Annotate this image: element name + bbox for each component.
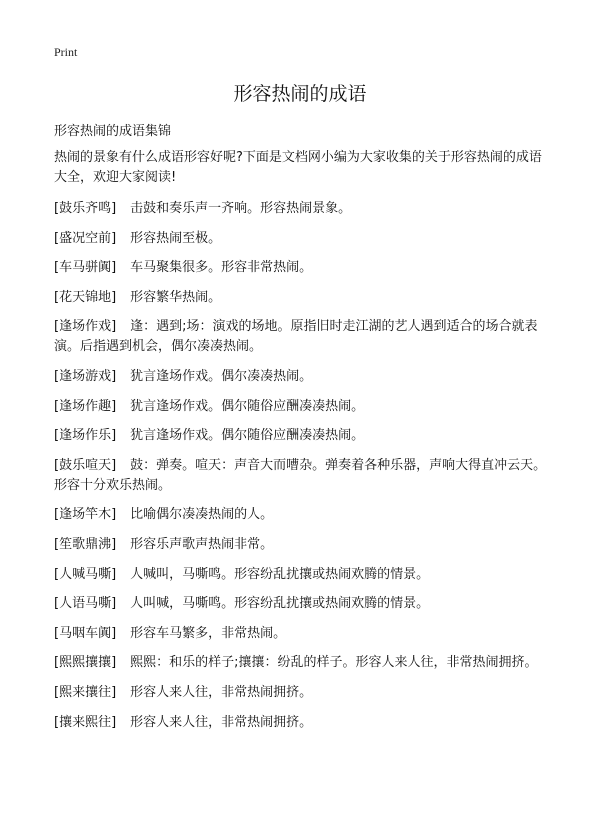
- idiom-entry: [54, 426, 554, 446]
- idiom-term: [车马骈阗]: [54, 260, 117, 276]
- idiom-term: [盛况空前]: [54, 230, 117, 246]
- idiom-definition: 逢：遇到;场：演戏的场地。原指旧时走江湖的艺人遇到适合的场合就表演。后指遇到机会，偶尔凑凑热闹。: [54, 319, 538, 355]
- idiom-entry: [54, 367, 554, 387]
- idiom-definition: 犹言逢场作戏。偶尔随俗应酬凑凑热闹。: [130, 428, 365, 444]
- idiom-entry: [54, 594, 554, 614]
- idiom-entry: [54, 653, 554, 673]
- idiom-term: [人喊马嘶]: [54, 566, 117, 582]
- idiom-definition: 犹言逢场作戏。偶尔凑凑热闹。: [130, 368, 313, 384]
- idiom-term: [逢场作戏]: [54, 319, 117, 335]
- idiom-term: [熙熙攘攘]: [54, 655, 117, 671]
- subtitle: 形容热闹的成语集锦: [54, 124, 172, 139]
- idiom-definition: 形容繁华热闹。: [130, 289, 222, 305]
- idiom-entry: [54, 505, 554, 525]
- idiom-entry: [54, 317, 554, 357]
- idiom-entry: [54, 713, 554, 733]
- idiom-definition: 车马聚集很多。形容非常热闹。: [130, 260, 313, 276]
- idiom-entry: [54, 683, 554, 703]
- idiom-term: [逢场作乐]: [54, 428, 117, 444]
- idiom-term: [笙歌鼎沸]: [54, 536, 117, 552]
- idiom-definition: 比喻偶尔凑凑热闹的人。: [130, 507, 274, 523]
- idiom-definition: 形容人来人往，非常热闹拥挤。: [130, 714, 313, 730]
- idiom-definition: 击鼓和奏乐声一齐响。形容热闹景象。: [130, 201, 352, 216]
- print-link[interactable]: Print: [54, 45, 78, 59]
- idiom-term: [马咽车阗]: [54, 625, 117, 641]
- idiom-entry: [54, 565, 554, 585]
- page-title: 形容热闹的成语: [233, 83, 367, 105]
- idiom-definition: 熙熙：和乐的样子;攘攘：纷乱的样子。形容人来人往，非常热闹拥挤。: [130, 655, 538, 671]
- idiom-definition: 鼓：弹奏。喧天：声音大而嘈杂。弹奏着各种乐器，声响大得直冲云天。形容十分欢乐热闹。: [54, 457, 547, 493]
- idiom-entry: [54, 624, 554, 644]
- idiom-definition: 人叫喊，马嘶鸣。形容纷乱扰攘或热闹欢腾的情景。: [130, 596, 430, 612]
- idiom-term: [逢场竿木]: [54, 507, 117, 523]
- idiom-definition: 人喊叫，马嘶鸣。形容纷乱扰攘或热闹欢腾的情景。: [130, 566, 430, 582]
- idiom-entry: [54, 258, 554, 278]
- idiom-entry: [54, 229, 554, 249]
- idiom-term: [攘来熙往]: [54, 714, 117, 730]
- idiom-list: [54, 199, 554, 742]
- idiom-definition: 形容人来人往，非常热闹拥挤。: [130, 684, 313, 700]
- idiom-entry: [54, 456, 554, 496]
- idiom-entry: [54, 397, 554, 417]
- idiom-term: [逢场游戏]: [54, 368, 117, 384]
- idiom-definition: 形容乐声歌声热闹非常。: [130, 536, 274, 552]
- idiom-entry: [54, 535, 554, 555]
- idiom-entry: [54, 199, 554, 219]
- idiom-term: [花天锦地]: [54, 289, 117, 305]
- idiom-entry: [54, 288, 554, 308]
- idiom-term: [鼓乐齐鸣]: [54, 201, 117, 216]
- idiom-term: [鼓乐喧天]: [54, 457, 117, 473]
- idiom-definition: 形容热闹至极。: [130, 230, 222, 246]
- idiom-term: [人语马嘶]: [54, 596, 117, 612]
- idiom-definition: 犹言逢场作戏。偶尔随俗应酬凑凑热闹。: [130, 398, 365, 414]
- idiom-term: [逢场作趣]: [54, 398, 117, 414]
- idiom-term: [熙来攘往]: [54, 684, 117, 700]
- intro-paragraph: 热闹的景象有什么成语形容好呢?下面是文档网小编为大家收集的关于形容热闹的成语大全，欢迎大家阅读!: [54, 150, 542, 185]
- idiom-definition: 形容车马繁多，非常热闹。: [130, 625, 287, 641]
